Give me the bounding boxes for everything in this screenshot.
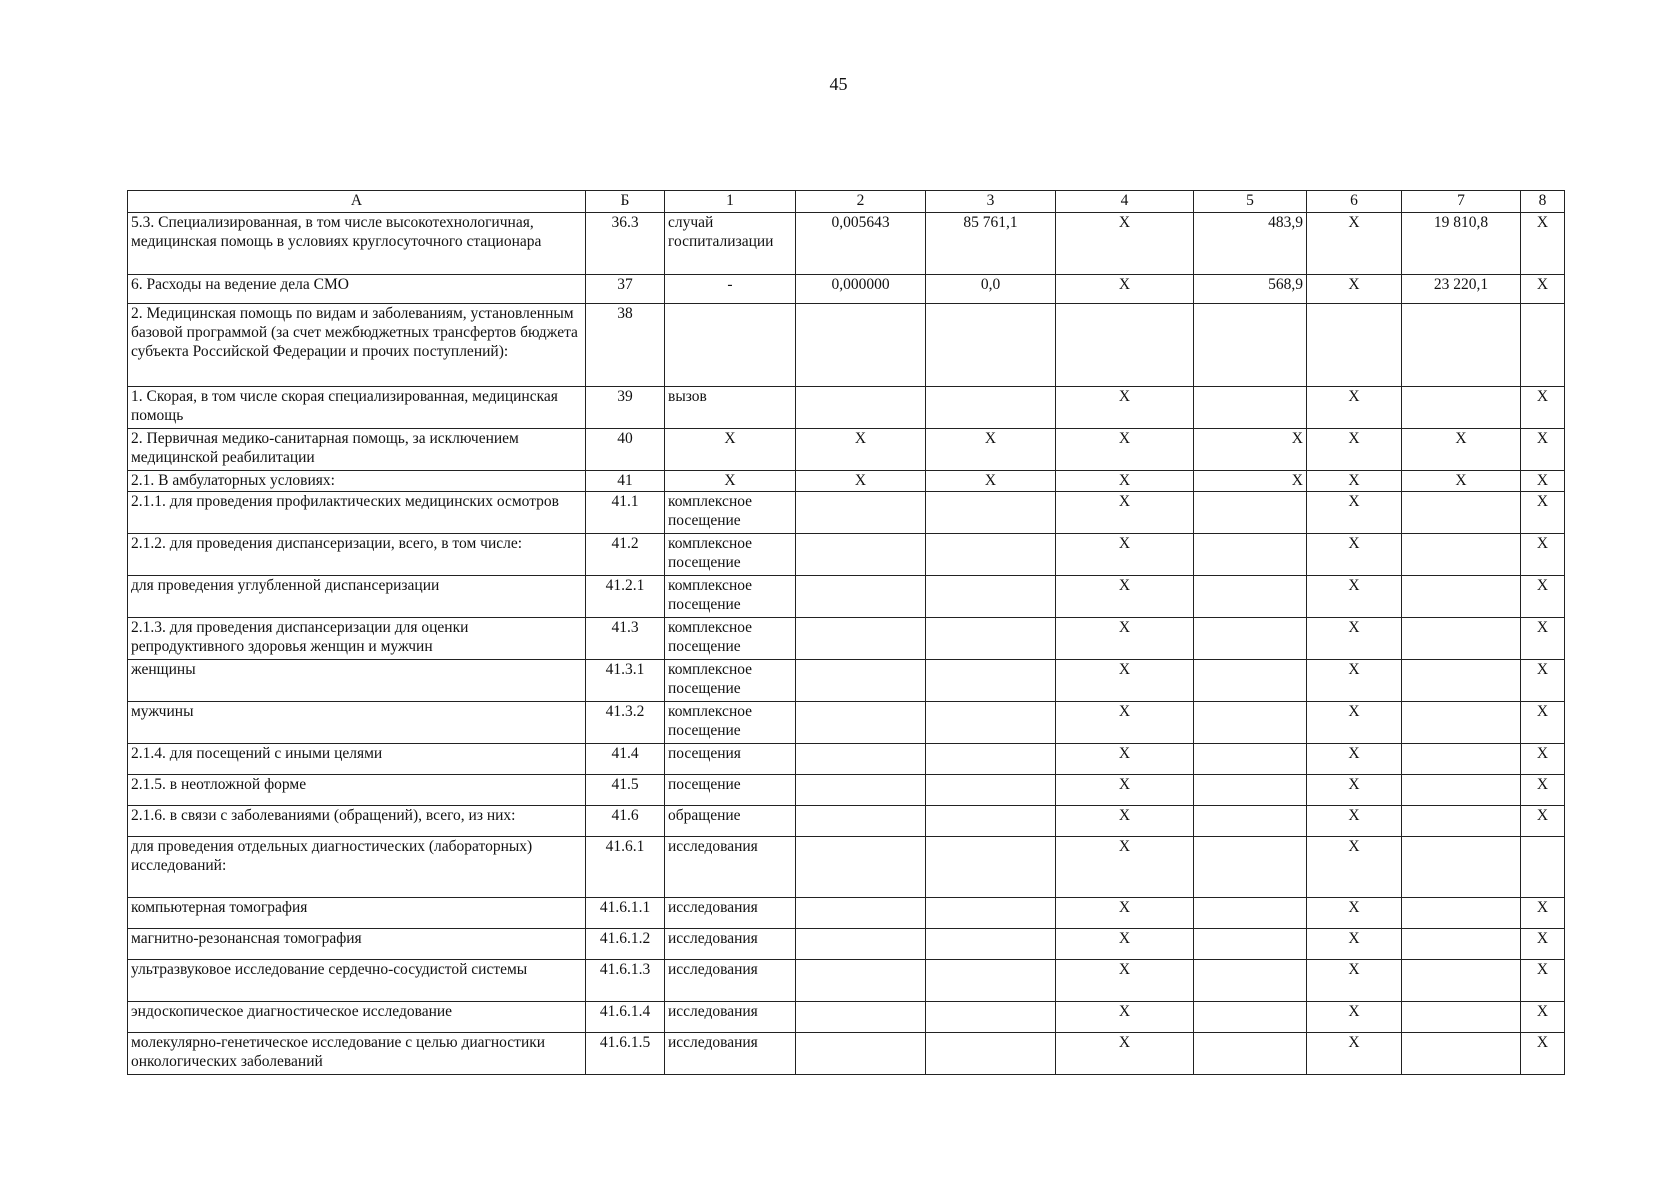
cell-c5 bbox=[1194, 837, 1307, 898]
header-row bbox=[128, 191, 1565, 213]
cell-c8 bbox=[1521, 837, 1565, 898]
cell-b: 41.6.1 bbox=[586, 837, 665, 898]
cell-b: 41.1 bbox=[586, 492, 665, 534]
cell-c1: вызов bbox=[665, 387, 796, 429]
cell-c4: X bbox=[1056, 660, 1194, 702]
cell-c4: X bbox=[1056, 837, 1194, 898]
cell-c4: X bbox=[1056, 1002, 1194, 1033]
cell-c3 bbox=[926, 576, 1056, 618]
cell-a: магнитно-резонансная томография bbox=[128, 929, 586, 960]
cell-b: 40 bbox=[586, 429, 665, 471]
cell-c5 bbox=[1194, 702, 1307, 744]
cell-c2 bbox=[796, 775, 926, 806]
cell-c6 bbox=[1307, 304, 1402, 387]
cell-c5: 568,9 bbox=[1194, 275, 1307, 304]
cell-c4: X bbox=[1056, 618, 1194, 660]
cell-c2 bbox=[796, 576, 926, 618]
cell-c7 bbox=[1402, 806, 1521, 837]
header-cell-7: 7 bbox=[1402, 191, 1521, 213]
header-cell-8: 8 bbox=[1521, 191, 1565, 213]
table-row bbox=[128, 1033, 1565, 1075]
cell-b: 38 bbox=[586, 304, 665, 387]
cell-b: 41.5 bbox=[586, 775, 665, 806]
cell-c3: X bbox=[926, 429, 1056, 471]
cell-c8: X bbox=[1521, 775, 1565, 806]
cell-a: 2.1.4. для посещений с иными целями bbox=[128, 744, 586, 775]
cell-c4: X bbox=[1056, 702, 1194, 744]
cell-c8: X bbox=[1521, 1033, 1565, 1075]
cell-c3 bbox=[926, 806, 1056, 837]
cell-c3: 85 761,1 bbox=[926, 213, 1056, 275]
cell-a: 2.1.2. для проведения диспансеризации, всего, в том числе: bbox=[128, 534, 586, 576]
cell-a: 2. Первичная медико-санитарная помощь, за исключением медицинской реабилитации bbox=[128, 429, 586, 471]
cell-c2: X bbox=[796, 429, 926, 471]
cell-c4: X bbox=[1056, 387, 1194, 429]
cell-c3 bbox=[926, 534, 1056, 576]
cell-c2 bbox=[796, 387, 926, 429]
cell-c7: 23 220,1 bbox=[1402, 275, 1521, 304]
cell-c3 bbox=[926, 618, 1056, 660]
table-row bbox=[128, 702, 1565, 744]
cell-c6: X bbox=[1307, 929, 1402, 960]
cell-c5 bbox=[1194, 1033, 1307, 1075]
cell-b: 37 bbox=[586, 275, 665, 304]
cell-a: для проведения углубленной диспансеризации bbox=[128, 576, 586, 618]
cell-c1: комплексное посещение bbox=[665, 576, 796, 618]
header-cell-3: 3 bbox=[926, 191, 1056, 213]
cell-c6: X bbox=[1307, 806, 1402, 837]
cell-b: 41.6 bbox=[586, 806, 665, 837]
table-row bbox=[128, 275, 1565, 304]
cell-b: 41.6.1.5 bbox=[586, 1033, 665, 1075]
cell-c8: X bbox=[1521, 492, 1565, 534]
cell-a: компьютерная томография bbox=[128, 898, 586, 929]
table-row bbox=[128, 492, 1565, 534]
cell-c2 bbox=[796, 492, 926, 534]
cell-a: женщины bbox=[128, 660, 586, 702]
cell-b: 41.6.1.2 bbox=[586, 929, 665, 960]
cell-c3 bbox=[926, 837, 1056, 898]
cell-c5 bbox=[1194, 534, 1307, 576]
cell-c1: комплексное посещение bbox=[665, 618, 796, 660]
cell-c7 bbox=[1402, 744, 1521, 775]
cell-c3 bbox=[926, 960, 1056, 1002]
cell-c5 bbox=[1194, 660, 1307, 702]
header-cell-5: 5 bbox=[1194, 191, 1307, 213]
cell-c1: исследования bbox=[665, 929, 796, 960]
cell-c6: X bbox=[1307, 618, 1402, 660]
cell-c4: X bbox=[1056, 213, 1194, 275]
cell-c2 bbox=[796, 304, 926, 387]
table-row bbox=[128, 744, 1565, 775]
cell-c4: X bbox=[1056, 275, 1194, 304]
cell-c2 bbox=[796, 1002, 926, 1033]
header-cell-4: 4 bbox=[1056, 191, 1194, 213]
cell-c7 bbox=[1402, 1033, 1521, 1075]
cell-c7 bbox=[1402, 837, 1521, 898]
cell-b: 41.6.1.1 bbox=[586, 898, 665, 929]
cell-c3 bbox=[926, 929, 1056, 960]
cell-c5 bbox=[1194, 960, 1307, 1002]
cell-b: 41.3 bbox=[586, 618, 665, 660]
cell-c7 bbox=[1402, 702, 1521, 744]
cell-c6: X bbox=[1307, 1002, 1402, 1033]
cell-c1: комплексное посещение bbox=[665, 702, 796, 744]
table-row bbox=[128, 576, 1565, 618]
cell-c1: исследования bbox=[665, 960, 796, 1002]
cell-c8: X bbox=[1521, 618, 1565, 660]
cell-a: 1. Скорая, в том числе скорая специализированная, медицинская помощь bbox=[128, 387, 586, 429]
cell-c7 bbox=[1402, 492, 1521, 534]
cell-a: ультразвуковое исследование сердечно-сосудистой системы bbox=[128, 960, 586, 1002]
table-row bbox=[128, 929, 1565, 960]
cell-c1: X bbox=[665, 471, 796, 492]
header-cell-a: А bbox=[128, 191, 586, 213]
header-cell-b: Б bbox=[586, 191, 665, 213]
cell-c2 bbox=[796, 960, 926, 1002]
cell-c8: X bbox=[1521, 898, 1565, 929]
cell-c4: X bbox=[1056, 429, 1194, 471]
cell-b: 41.3.2 bbox=[586, 702, 665, 744]
cell-c4: X bbox=[1056, 775, 1194, 806]
cell-c3 bbox=[926, 492, 1056, 534]
cell-c5 bbox=[1194, 1002, 1307, 1033]
cell-c4: X bbox=[1056, 471, 1194, 492]
cell-c5 bbox=[1194, 304, 1307, 387]
cell-c7: 19 810,8 bbox=[1402, 213, 1521, 275]
cell-c6: X bbox=[1307, 775, 1402, 806]
cell-c4: X bbox=[1056, 744, 1194, 775]
cell-c1: случай госпитализации bbox=[665, 213, 796, 275]
cell-c1: посещения bbox=[665, 744, 796, 775]
cell-c5 bbox=[1194, 492, 1307, 534]
cell-c8: X bbox=[1521, 1002, 1565, 1033]
cell-b: 41 bbox=[586, 471, 665, 492]
cell-c1: исследования bbox=[665, 898, 796, 929]
cell-c8: X bbox=[1521, 213, 1565, 275]
cell-c6: X bbox=[1307, 960, 1402, 1002]
cell-c6: X bbox=[1307, 275, 1402, 304]
cell-c5 bbox=[1194, 618, 1307, 660]
cell-c6: X bbox=[1307, 576, 1402, 618]
cell-c1: исследования bbox=[665, 1002, 796, 1033]
cell-c5 bbox=[1194, 744, 1307, 775]
cell-c3: 0,0 bbox=[926, 275, 1056, 304]
table-row bbox=[128, 960, 1565, 1002]
table-row bbox=[128, 806, 1565, 837]
cell-a: 2. Медицинская помощь по видам и заболеваниям, установленным базовой программой (за счет межбюджетных трансфертов бюджета субъекта Российской Федерации и прочих поступлений): bbox=[128, 304, 586, 387]
cell-c2 bbox=[796, 929, 926, 960]
cell-c8: X bbox=[1521, 275, 1565, 304]
cell-c6: X bbox=[1307, 898, 1402, 929]
cell-c1: комплексное посещение bbox=[665, 660, 796, 702]
cell-c2 bbox=[796, 898, 926, 929]
cell-c7 bbox=[1402, 898, 1521, 929]
cell-c1: - bbox=[665, 275, 796, 304]
cell-c7: X bbox=[1402, 471, 1521, 492]
cell-c8: X bbox=[1521, 960, 1565, 1002]
cell-c8: X bbox=[1521, 429, 1565, 471]
cell-c6: X bbox=[1307, 744, 1402, 775]
cell-c7 bbox=[1402, 929, 1521, 960]
cell-c6: X bbox=[1307, 471, 1402, 492]
cell-c4: X bbox=[1056, 576, 1194, 618]
cell-c7 bbox=[1402, 387, 1521, 429]
cell-c7 bbox=[1402, 775, 1521, 806]
cell-c1: исследования bbox=[665, 837, 796, 898]
cell-c3 bbox=[926, 775, 1056, 806]
cell-c3 bbox=[926, 387, 1056, 429]
data-table bbox=[127, 190, 1565, 1075]
cell-a: для проведения отдельных диагностических (лабораторных) исследований: bbox=[128, 837, 586, 898]
header-cell-6: 6 bbox=[1307, 191, 1402, 213]
cell-b: 41.6.1.3 bbox=[586, 960, 665, 1002]
cell-a: 2.1. В амбулаторных условиях: bbox=[128, 471, 586, 492]
cell-c3 bbox=[926, 304, 1056, 387]
cell-c5 bbox=[1194, 898, 1307, 929]
cell-c2: X bbox=[796, 471, 926, 492]
cell-a: 2.1.3. для проведения диспансеризации для оценки репродуктивного здоровья женщин и мужчин bbox=[128, 618, 586, 660]
cell-c8: X bbox=[1521, 929, 1565, 960]
cell-c5: 483,9 bbox=[1194, 213, 1307, 275]
cell-c6: X bbox=[1307, 213, 1402, 275]
table-row bbox=[128, 534, 1565, 576]
cell-c2: 0,000000 bbox=[796, 275, 926, 304]
cell-c7 bbox=[1402, 660, 1521, 702]
cell-c2 bbox=[796, 1033, 926, 1075]
cell-c7 bbox=[1402, 576, 1521, 618]
table-row bbox=[128, 213, 1565, 275]
cell-c6: X bbox=[1307, 702, 1402, 744]
cell-c7 bbox=[1402, 618, 1521, 660]
header-cell-2: 2 bbox=[796, 191, 926, 213]
table-row bbox=[128, 387, 1565, 429]
cell-c1 bbox=[665, 304, 796, 387]
cell-c8 bbox=[1521, 304, 1565, 387]
cell-a: эндоскопическое диагностическое исследование bbox=[128, 1002, 586, 1033]
cell-a: 6. Расходы на ведение дела СМО bbox=[128, 275, 586, 304]
cell-b: 41.3.1 bbox=[586, 660, 665, 702]
cell-c8: X bbox=[1521, 702, 1565, 744]
page-number: 45 bbox=[829, 74, 848, 94]
cell-a: молекулярно-генетическое исследование с целью диагностики онкологических заболеваний bbox=[128, 1033, 586, 1075]
cell-c8: X bbox=[1521, 471, 1565, 492]
table-row bbox=[128, 775, 1565, 806]
cell-c6: X bbox=[1307, 660, 1402, 702]
table-row bbox=[128, 618, 1565, 660]
cell-c4: X bbox=[1056, 534, 1194, 576]
cell-b: 41.2 bbox=[586, 534, 665, 576]
table-row bbox=[128, 1002, 1565, 1033]
cell-c3 bbox=[926, 744, 1056, 775]
cell-b: 41.2.1 bbox=[586, 576, 665, 618]
cell-a: мужчины bbox=[128, 702, 586, 744]
cell-a: 2.1.5. в неотложной форме bbox=[128, 775, 586, 806]
cell-c8: X bbox=[1521, 806, 1565, 837]
cell-c5 bbox=[1194, 806, 1307, 837]
cell-c5: X bbox=[1194, 471, 1307, 492]
cell-c3 bbox=[926, 702, 1056, 744]
cell-c4: X bbox=[1056, 960, 1194, 1002]
cell-c8: X bbox=[1521, 744, 1565, 775]
table-row bbox=[128, 471, 1565, 492]
cell-c2 bbox=[796, 660, 926, 702]
cell-c1: X bbox=[665, 429, 796, 471]
cell-c1: комплексное посещение bbox=[665, 492, 796, 534]
cell-a: 5.3. Специализированная, в том числе высокотехнологичная, медицинская помощь в условиях круглосуточного стационара bbox=[128, 213, 586, 275]
table-row bbox=[128, 898, 1565, 929]
cell-b: 41.4 bbox=[586, 744, 665, 775]
cell-a: 2.1.6. в связи с заболеваниями (обращений), всего, из них: bbox=[128, 806, 586, 837]
cell-b: 36.3 bbox=[586, 213, 665, 275]
cell-c5 bbox=[1194, 576, 1307, 618]
cell-c7 bbox=[1402, 304, 1521, 387]
cell-c1: посещение bbox=[665, 775, 796, 806]
cell-c6: X bbox=[1307, 492, 1402, 534]
cell-c8: X bbox=[1521, 576, 1565, 618]
cell-c8: X bbox=[1521, 660, 1565, 702]
cell-c6: X bbox=[1307, 429, 1402, 471]
cell-c3 bbox=[926, 660, 1056, 702]
cell-c7 bbox=[1402, 1002, 1521, 1033]
cell-c1: обращение bbox=[665, 806, 796, 837]
cell-c1: исследования bbox=[665, 1033, 796, 1075]
table-row bbox=[128, 837, 1565, 898]
table-row bbox=[128, 304, 1565, 387]
cell-c2 bbox=[796, 744, 926, 775]
cell-c2 bbox=[796, 702, 926, 744]
cell-c5: X bbox=[1194, 429, 1307, 471]
cell-c8: X bbox=[1521, 534, 1565, 576]
cell-c6: X bbox=[1307, 1033, 1402, 1075]
cell-c1: комплексное посещение bbox=[665, 534, 796, 576]
cell-c4 bbox=[1056, 304, 1194, 387]
cell-c2 bbox=[796, 534, 926, 576]
table-row bbox=[128, 429, 1565, 471]
cell-c4: X bbox=[1056, 806, 1194, 837]
cell-c4: X bbox=[1056, 1033, 1194, 1075]
cell-c4: X bbox=[1056, 929, 1194, 960]
cell-c3: X bbox=[926, 471, 1056, 492]
cell-c7: X bbox=[1402, 429, 1521, 471]
cell-c4: X bbox=[1056, 492, 1194, 534]
cell-b: 41.6.1.4 bbox=[586, 1002, 665, 1033]
table-row bbox=[128, 660, 1565, 702]
header-cell-1: 1 bbox=[665, 191, 796, 213]
cell-c7 bbox=[1402, 534, 1521, 576]
cell-c6: X bbox=[1307, 534, 1402, 576]
cell-c3 bbox=[926, 1033, 1056, 1075]
cell-c2 bbox=[796, 837, 926, 898]
cell-c3 bbox=[926, 898, 1056, 929]
cell-c5 bbox=[1194, 929, 1307, 960]
cell-c2: 0,005643 bbox=[796, 213, 926, 275]
cell-c4: X bbox=[1056, 898, 1194, 929]
cell-c2 bbox=[796, 618, 926, 660]
cell-c6: X bbox=[1307, 387, 1402, 429]
cell-c6: X bbox=[1307, 837, 1402, 898]
cell-c3 bbox=[926, 1002, 1056, 1033]
cell-a: 2.1.1. для проведения профилактических медицинских осмотров bbox=[128, 492, 586, 534]
cell-c2 bbox=[796, 806, 926, 837]
cell-c5 bbox=[1194, 387, 1307, 429]
cell-c5 bbox=[1194, 775, 1307, 806]
cell-b: 39 bbox=[586, 387, 665, 429]
cell-c7 bbox=[1402, 960, 1521, 1002]
cell-c8: X bbox=[1521, 387, 1565, 429]
